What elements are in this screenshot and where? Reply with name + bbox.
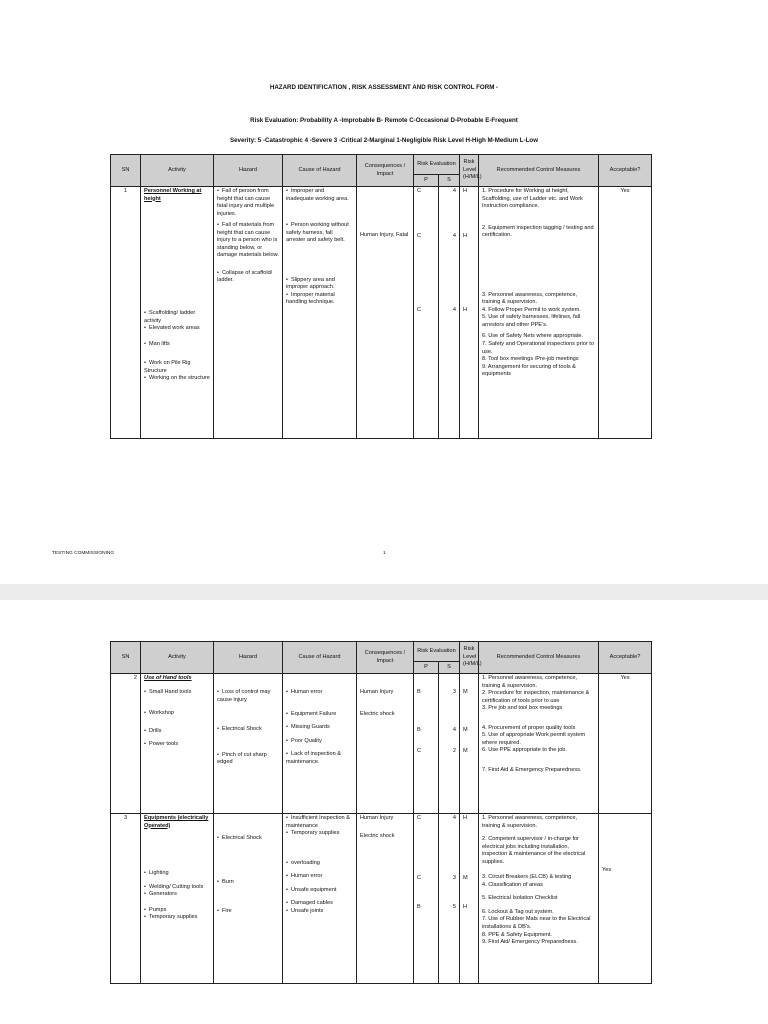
level-value: M <box>463 726 468 733</box>
activity-item: • Generators <box>144 891 210 899</box>
s-cell <box>439 814 460 984</box>
header-acceptable: Acceptable? <box>599 642 652 674</box>
activity-item: • Man lifts <box>144 341 210 349</box>
consequence-text: Human Injury, Fatal <box>360 232 409 238</box>
risk-table-page-1 <box>110 154 652 439</box>
hazard-cell <box>214 187 283 439</box>
s-value: 4 <box>452 307 456 314</box>
measure-item: 1. Procedure for Working at height, Scaffolding, use of Ladder etc. and Work Instruction compliance. <box>482 188 583 210</box>
level-cell <box>460 187 479 439</box>
s-cell <box>439 674 460 814</box>
measure-item: 4. Classification of areas <box>482 881 543 888</box>
header-s: S <box>439 175 460 187</box>
measure-item: 3. Pre job and tool box meetings <box>482 705 563 712</box>
level-value: M <box>463 874 468 881</box>
cause-item: • Insufficient Inspection & maintenance <box>286 815 353 830</box>
measure-item: 1. Personnel awareness, competence, training & supervision. <box>482 675 578 689</box>
row-sn: 1 <box>111 187 141 439</box>
row-sn: 3 <box>111 814 141 984</box>
cause-item: • Poor Quality <box>286 738 353 746</box>
measures-cell <box>479 187 599 439</box>
row-sn: 2 <box>111 674 141 814</box>
header-hazard: Hazard <box>214 155 283 187</box>
cause-cell <box>283 814 357 984</box>
measure-item: 3. Personnel awareness, competence, training & supervision. <box>482 291 578 306</box>
cause-item: • Slippery area and improper approach. <box>286 277 353 292</box>
cause-item: • Improper and inadequate working area. <box>286 188 353 203</box>
hazard-item: • Loss of control may cause injury <box>217 689 279 704</box>
measure-item: 7. Safety and Operational inspections prior to use. <box>482 341 594 355</box>
measure-item: 6. Use of Safety Nets where appropriate. <box>482 333 584 340</box>
level-value: H <box>463 815 468 821</box>
activity-item: • Workshop <box>144 710 210 718</box>
p-cell <box>414 814 439 984</box>
level-value: H <box>463 188 468 194</box>
cause-item: • Unsafe equipment <box>286 887 353 895</box>
measure-item: 5. Use of appropriate Work permit system where required. <box>482 732 586 746</box>
consequence-text: Human Injury <box>360 689 394 695</box>
measures-cell <box>479 674 599 814</box>
cause-cell <box>283 674 357 814</box>
cause-item: • Human error <box>286 873 353 881</box>
level-value: H <box>463 904 468 911</box>
hazard-item: • Burn <box>217 879 279 887</box>
header-cause: Cause of Hazard <box>283 155 357 187</box>
consequence-cell <box>357 814 414 984</box>
consequence-text: Electric shock <box>360 832 395 839</box>
activity-title: Personnel Working at height <box>144 188 202 202</box>
level-value: M <box>463 689 468 695</box>
p-value: C <box>417 307 422 314</box>
p-value: B <box>417 726 421 733</box>
header-risk-evaluation: Risk Evaluation <box>414 155 460 175</box>
activity-item: • Lighting <box>144 870 210 878</box>
activity-item: • Working on the structure <box>144 375 210 383</box>
risk-evaluation-legend: Risk Evaluation: Probability A -Improbable B- Remote C-Occasional D-Probable E-Frequent <box>250 117 518 124</box>
s-value: 4 <box>452 188 456 194</box>
activity-cell <box>141 814 214 984</box>
header-acceptable: Acceptable? <box>599 155 652 187</box>
header-sn: SN <box>111 642 141 674</box>
activity-item: • Small Hand tools <box>144 689 210 697</box>
s-cell <box>439 187 460 439</box>
p-cell <box>414 674 439 814</box>
cause-item: • Temporary supplies <box>286 830 353 838</box>
cause-item: • Improper material handling technique. <box>286 292 353 307</box>
severity-legend: Severity: 5 -Catastrophic 4 -Severe 3 -Critical 2-Marginal 1-Negligible Risk Level H-High M-Medium L-Low <box>229 137 539 144</box>
activity-title: Equipments (electrically Operated) <box>144 815 209 829</box>
header-risk-evaluation: Risk Evaluation <box>414 642 460 662</box>
header-risk-level: Risk Level (H/M/L) <box>460 642 479 674</box>
table-row <box>111 674 652 814</box>
hazard-cell <box>214 674 283 814</box>
level-value: M <box>463 748 468 755</box>
activity-item: • Work on Pile Rig Structure <box>144 360 210 375</box>
activity-item: • Power tools <box>144 741 210 749</box>
p-value: C <box>417 815 422 821</box>
s-value: 4 <box>452 232 456 239</box>
measure-item: 7. First Aid & Emergency Preparedness. <box>482 766 582 773</box>
header-risk-level: Risk Level (H/M/L) <box>460 155 479 187</box>
measures-cell <box>479 814 599 984</box>
activity-item: • Temporary supplies <box>144 914 210 922</box>
footer-page-number: 1 <box>383 551 386 556</box>
header-p: P <box>414 175 439 187</box>
measure-item: 9. First Aid/ Emergency Preparedness. <box>482 939 578 946</box>
consequence-text: Human Injury <box>360 815 394 821</box>
s-value: 4 <box>452 815 456 821</box>
measure-item: 9. Arrangement for securing of tools & equipments <box>482 363 576 378</box>
consequence-cell <box>357 187 414 439</box>
measure-item: 4. Procurement of proper quality tools <box>482 724 576 731</box>
hazard-item: • Electrical Shock <box>217 726 279 734</box>
measure-item: 8. PPE & Safety Equipment. <box>482 931 552 938</box>
header-consequences: Consequences / Impact <box>357 155 414 187</box>
table-row <box>111 187 652 439</box>
s-value: 4 <box>452 726 456 733</box>
header-p: P <box>414 662 439 674</box>
header-cause: Cause of Hazard <box>283 642 357 674</box>
activity-item: • Pumps <box>144 907 210 915</box>
activity-cell <box>141 674 214 814</box>
activity-item: • Drills <box>144 728 210 736</box>
cause-item: • Unsafe joints <box>286 908 353 916</box>
document-page-2 <box>0 600 768 1024</box>
cause-item: • Equipment Failure <box>286 711 353 719</box>
measure-item: 8. Tool box meetings /Pre-job meetings <box>482 356 579 363</box>
consequence-text: Electric shock <box>360 710 395 717</box>
cause-item: • Human error <box>286 689 353 697</box>
s-value: 5 <box>452 904 456 911</box>
s-value: 3 <box>452 689 456 695</box>
activity-item: • Scaffolding/ ladder activity <box>144 310 210 325</box>
measure-item: 3. Circuit Breakers (ELCB) & testing <box>482 874 572 881</box>
p-value: B <box>417 904 421 911</box>
measure-item: 1. Personnel awareness, competence, training & supervision. <box>482 815 578 829</box>
s-value: 3 <box>452 874 456 881</box>
header-measures: Recommended Control Measures <box>479 642 599 674</box>
level-value: H <box>463 232 468 239</box>
risk-table-page-2 <box>110 641 652 984</box>
acceptable-value: Yes <box>602 867 612 873</box>
consequence-cell <box>357 674 414 814</box>
measure-item: 5. Electrical Isolation Checklist <box>482 895 558 902</box>
p-value: C <box>417 748 422 755</box>
measure-item: 4. Follow Proper Permit to work system. <box>482 306 581 313</box>
header-hazard: Hazard <box>214 642 283 674</box>
level-cell <box>460 674 479 814</box>
form-title: HAZARD IDENTIFICATION , RISK ASSESSMENT AND RISK CONTROL FORM - <box>269 84 499 91</box>
footer-left: TESTING COMMISSIONING <box>52 551 115 556</box>
acceptable-cell <box>599 814 652 984</box>
measure-item: 5. Use of safety harnesses, lifelines, fall arrestors and other PPE's. <box>482 314 581 328</box>
table-row <box>111 814 652 984</box>
hazard-item: • Fall of person from height that can cause fatal injury and multiple injuries. <box>217 188 279 218</box>
p-value: C <box>417 188 422 194</box>
cause-cell <box>283 187 357 439</box>
p-cell <box>414 187 439 439</box>
cause-item: • Missing Guards <box>286 724 353 732</box>
acceptable-cell: Yes <box>599 187 652 439</box>
acceptable-cell: Yes <box>599 674 652 814</box>
hazard-item: • Electrical Shock <box>217 835 279 843</box>
hazard-item: • Collapse of scaffold/ ladder. <box>217 270 279 285</box>
header-measures: Recommended Control Measures <box>479 155 599 187</box>
activity-item: • Welding/ Cutting tools <box>144 884 210 892</box>
header-activity: Activity <box>141 155 214 187</box>
activity-title: Use of Hand tools <box>144 675 192 681</box>
hazard-item: • Fire <box>217 908 279 916</box>
hazard-cell <box>214 814 283 984</box>
measure-item: 7. Use of Rubber Mats near to the Electrical installations & DB's. <box>482 916 591 931</box>
level-cell <box>460 814 479 984</box>
cause-item: • Person working without safety harness, fall arrester and safety belt. <box>286 222 353 245</box>
activity-item: • Elevated work areas <box>144 325 210 333</box>
measure-item: 2. Equipment inspection tagging / testing and certification. <box>482 224 594 239</box>
p-value: B <box>417 689 421 695</box>
hazard-item: • Pinch of cut sharp edged <box>217 752 279 767</box>
cause-item: • Lack of inspection & maintenance. <box>286 751 353 766</box>
hazard-item: • Fall of materials from height that can cause injury to a person who is standing below, or damage materials below. <box>217 222 279 260</box>
activity-cell <box>141 187 214 439</box>
header-activity: Activity <box>141 642 214 674</box>
measure-item: 6. Lockout & Tag out system. <box>482 908 554 915</box>
s-value: 2 <box>452 748 456 755</box>
p-value: C <box>417 232 422 239</box>
level-value: H <box>463 307 468 314</box>
header-s: S <box>439 662 460 674</box>
measure-item: 2. Competent supervisor / in-charge for electrical jobs including installation, inspection & maintenance of the electrical supplies. <box>482 836 586 865</box>
measure-item: 2. Procedure for inspection, maintenance & certification of tools prior to use <box>482 690 590 704</box>
p-value: C <box>417 874 422 881</box>
cause-item: • overloading <box>286 860 353 868</box>
measure-item: 6. Use PPE appropriate to the job. <box>482 747 567 754</box>
cause-item: • Damaged cables <box>286 900 353 908</box>
header-sn: SN <box>111 155 141 187</box>
header-consequences: Consequences / Impact <box>357 642 414 674</box>
